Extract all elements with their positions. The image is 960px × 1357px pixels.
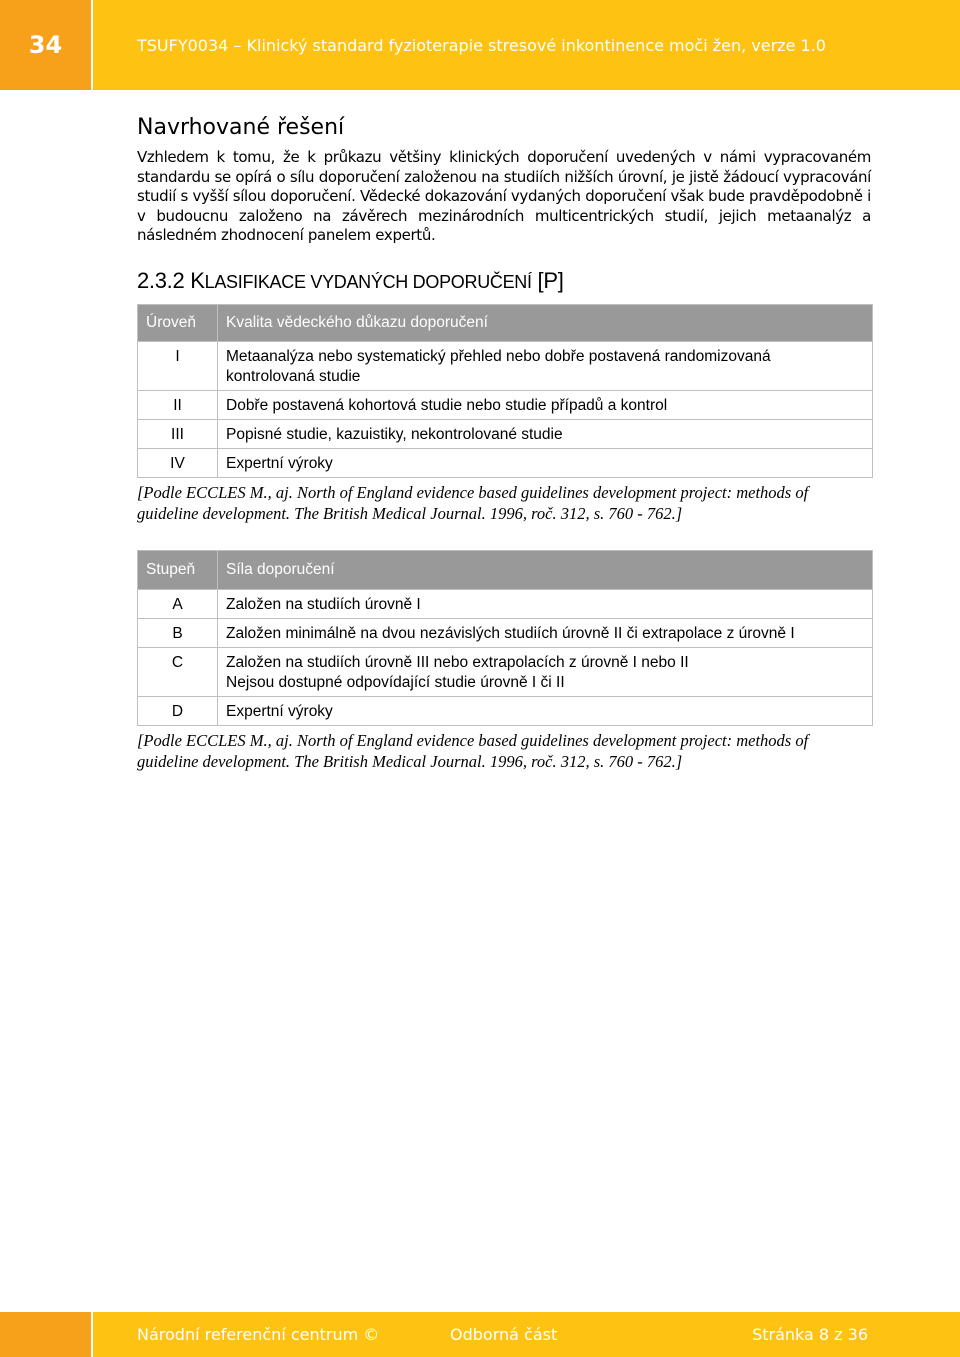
table-row (138, 390, 873, 419)
subsection-title-rest: LASIFIKACE VYDANÝCH DOPORUČENÍ (204, 271, 532, 292)
header-title: TSUFY0034 – Klinický standard fyzioterapie stresové inkontinence moči žen, verze 1.0 (137, 35, 826, 55)
row-text: Založen minimálně na dvou nezávislých studiích úrovně II či extrapolace z úrovně I (218, 618, 873, 647)
table-row (138, 618, 873, 647)
footer-center-text: Odborná část (450, 1325, 558, 1344)
subsection-title-first: K (190, 267, 205, 293)
subsection-number: 2.3.2 (137, 267, 191, 293)
row-text: Metaanalýza nebo systematický přehled nebo dobře postavená randomizovaná kontrolovaná studie (218, 341, 873, 390)
evidence-table-citation: [Podle ECCLES M., aj. North of England evidence based guidelines development project: methods of guideline development. The British Medical Journal. 1996, roč. 312, s. 760 - 762.] (137, 482, 809, 523)
table-header-row (138, 550, 873, 589)
row-level: B (138, 618, 218, 647)
footer-right-text: Stránka 8 z 36 (752, 1325, 868, 1344)
footer-bar (93, 1312, 960, 1357)
table-row (138, 419, 873, 448)
column-header-quality: Kvalita vědeckého důkazu doporučení (218, 304, 873, 341)
recommendation-strength-table (137, 550, 873, 726)
row-level: IV (138, 448, 218, 477)
header-title-bar (93, 0, 960, 90)
footer-left-text: Národní referenční centrum © (137, 1325, 380, 1344)
table-row (138, 696, 873, 725)
column-header-strength: Síla doporučení (218, 550, 873, 589)
table-row (138, 341, 873, 390)
section-paragraph: Vzhledem k tomu, že k průkazu většiny klinických doporučení uvedených v námi vypracovaném standardu se opírá o sílu doporučení založenou na studiích nižších úrovní, je jistě žádoucí vypracování studií s vyšší sílou doporučení. Vědecké dokazování vydaných doporučení však bude pravděpodobně i v budoucnu založeno na závěrech mezinárodních multicentrických studií, jejich metaanalýz a následném zhodnocení panelem expertů. (137, 148, 871, 244)
table-row (138, 448, 873, 477)
row-text: Založen na studiích úrovně I (218, 589, 873, 618)
row-level: I (138, 341, 218, 390)
row-text-line: Nejsou dostupné odpovídající studie úrovně I či II (226, 673, 565, 691)
section-title: Navrhované řešení (137, 115, 345, 140)
header-page-number: 34 (28, 31, 63, 59)
row-text-line: Založen na studiích úrovně III nebo extrapolacích z úrovně I nebo II (226, 653, 689, 671)
row-level: A (138, 589, 218, 618)
table-row (138, 589, 873, 618)
row-level: C (138, 647, 218, 696)
row-text: Dobře postavená kohortová studie nebo studie případů a kontrol (218, 390, 873, 419)
footer-left-block (0, 1312, 91, 1357)
main-content (137, 115, 871, 772)
table-row (138, 647, 873, 696)
column-header-grade: Stupeň (138, 550, 218, 589)
header-page-number-box (0, 0, 91, 90)
row-text: Expertní výroky (218, 448, 873, 477)
row-text: Popisné studie, kazuistiky, nekontrolované studie (218, 419, 873, 448)
row-text: Expertní výroky (218, 696, 873, 725)
evidence-quality-table (137, 304, 873, 478)
table-header-row (138, 304, 873, 341)
row-text-multiline (218, 647, 873, 696)
strength-table-citation: [Podle ECCLES M., aj. North of England evidence based guidelines development project: methods of guideline development. The British Medical Journal. 1996, roč. 312, s. 760 - 762.] (137, 730, 809, 771)
row-level: D (138, 696, 218, 725)
row-level: II (138, 390, 218, 419)
row-level: III (138, 419, 218, 448)
subsection-tag: [P] (531, 267, 564, 293)
column-header-level: Úroveň (138, 304, 218, 341)
subsection-title (137, 268, 871, 294)
